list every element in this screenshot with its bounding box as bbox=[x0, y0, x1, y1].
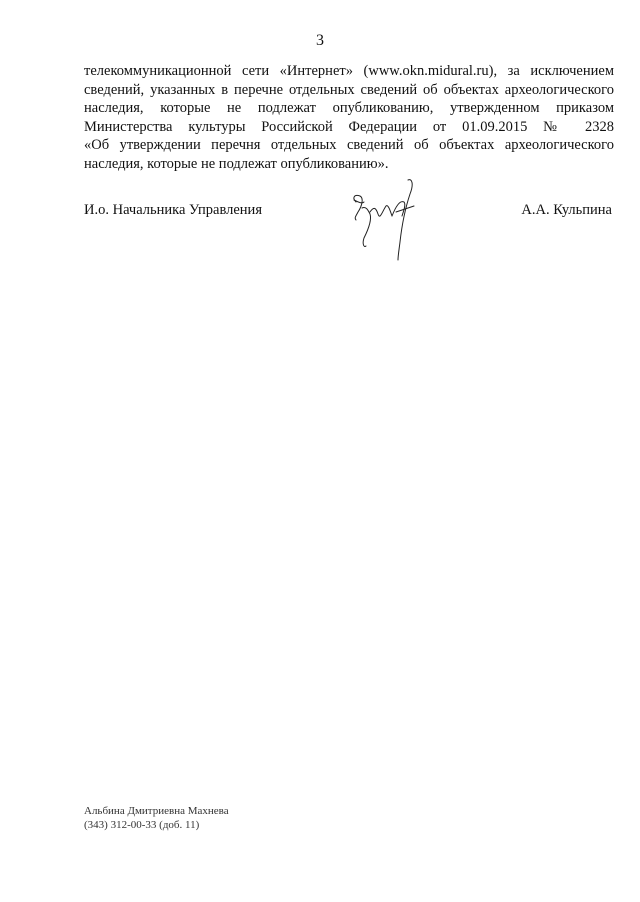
signatory-name: А.А. Кульпина bbox=[521, 202, 612, 218]
body-line: телекоммуникационной сети «Интернет» (www.okn.midural.ru), за исключением bbox=[84, 63, 614, 79]
body-paragraph bbox=[84, 62, 614, 173]
body-line: Министерства культуры Российской Федерации от 01.09.2015 № 2328 bbox=[84, 118, 614, 135]
handwritten-signature bbox=[348, 176, 420, 262]
body-line: наследия, которые не подлежат опубликованию, утвержденном приказом bbox=[84, 100, 614, 116]
page-number: 3 bbox=[316, 32, 324, 49]
body-line: «Об утверждении перечня отдельных сведений об объектах археологического bbox=[84, 137, 614, 153]
signatory-position: И.о. Начальника Управления bbox=[84, 202, 262, 218]
contact-info bbox=[84, 804, 229, 832]
body-line: наследия, которые не подлежат опубликованию». bbox=[84, 155, 389, 172]
contact-person: Альбина Дмитриевна Махнева bbox=[84, 805, 229, 817]
contact-phone: (343) 312-00-33 (доб. 11) bbox=[84, 819, 200, 831]
body-line: сведений, указанных в перечне отдельных сведений об объектах археологического bbox=[84, 81, 614, 98]
